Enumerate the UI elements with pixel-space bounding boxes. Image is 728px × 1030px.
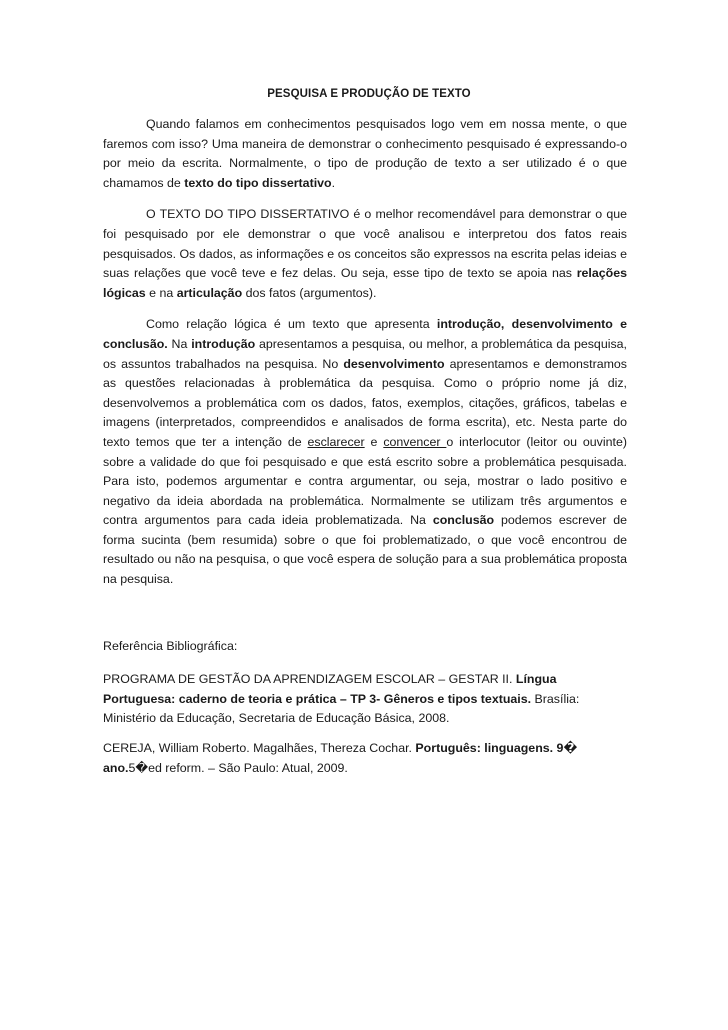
reference-text: CEREJA, William Roberto. Magalhães, Thereza Cochar. <box>103 741 416 756</box>
document-body <box>103 88 627 788</box>
document-title: PESQUISA E PRODUÇÃO DE TEXTO <box>267 88 471 100</box>
paragraph-text: e <box>364 434 384 449</box>
reference-entry <box>103 739 627 778</box>
bold-term: desenvolvimento <box>343 356 445 371</box>
bold-term: introdução <box>191 336 256 351</box>
references-heading: Referência Bibliográfica: <box>103 638 238 653</box>
reference-entry <box>103 670 627 729</box>
paragraph-text: e na <box>145 285 177 300</box>
underlined-term: convencer <box>383 434 447 449</box>
paragraph-text: dos fatos (argumentos). <box>242 285 377 300</box>
underlined-term: esclarecer <box>307 434 365 449</box>
paragraph-text: podemos escrever de forma sucinta (bem resumida) sobre o que foi problematizado, o que você encontrou de resultado ou não na pesquisa, o que você espera de solução para a sua problemática proposta na pesquisa. <box>103 513 627 587</box>
bold-term: relações lógicas <box>103 266 627 300</box>
paragraph-text: O TEXTO DO TIPO DISSERTATIVO é o melhor recomendável para demonstrar o que foi pesquisado por ele demonstrar o que você analisou e interpretou dos fatos reais pesquisados. Os dados, as informações e os conceitos são expressos na escrita pelas ideias e suas relações que você teve e fez delas. Ou seja, esse tipo de texto se apoia nas <box>103 207 627 281</box>
paragraph-structure <box>103 315 627 589</box>
reference-title: Língua Portuguesa: caderno de teoria e prática – TP 3- Gêneros e tipos textuais. <box>103 672 557 706</box>
paragraph-text: . <box>331 175 336 190</box>
paragraph-text: apresentamos a pesquisa, ou melhor, a problemática da pesquisa, os assuntos trabalhados na pesquisa. No <box>103 336 627 371</box>
paragraph-text: Quando falamos em conhecimentos pesquisados logo vem em nossa mente, o que faremos com isso? Uma maneira de demonstrar o conhecimento pesquisado é expressando-o por meio da escrita. Normalmente, o tipo de produção de texto a ser utilizado é o que chamamos de <box>103 117 627 190</box>
paragraph-text: apresentamos e demonstramos as questões relacionadas à problemática da pesquisa. Como o próprio nome já diz, desenvolvemos a problemática com os dados, fatos, exemplos, citações, gráficos, tabelas e imagens (interpretados, compreendidos e analisados de forma escrita), etc. Nesta parte do texto temos que ter a intenção de <box>103 356 627 449</box>
bold-term: texto do tipo dissertativo <box>184 175 332 190</box>
bold-term: articulação <box>176 285 243 300</box>
paragraph-text: Como relação lógica é um texto que apresenta <box>146 317 437 332</box>
bold-term: introdução, desenvolvimento e conclusão. <box>103 317 627 351</box>
reference-title: Português: linguagens. 9� ano. <box>103 741 578 775</box>
reference-text: PROGRAMA DE GESTÃO DA APRENDIZAGEM ESCOLAR – GESTAR II. <box>103 672 516 687</box>
paragraph-text: Na <box>167 336 192 351</box>
paragraph-text: o interlocutor (leitor ou ouvinte) sobre a validade do que foi pesquisado e que está escrito sobre a problemática pesquisada. Para isto, podemos argumentar e contra argumentar, ou seja, mostrar o lado positivo e negativo da ideia abordada na problemática. Normalmente se utilizam três argumentos e contra argumentos para cada ideia problematizada. Na <box>103 434 627 528</box>
bold-term: conclusão <box>432 513 495 528</box>
reference-text: Brasília: Ministério da Educação, Secretaria de Educação Básica, 2008. <box>103 691 580 726</box>
paragraph-dissertativo <box>103 205 627 303</box>
paragraph-intro <box>103 115 627 193</box>
reference-text: 5�ed reform. – São Paulo: Atual, 2009. <box>128 760 348 775</box>
